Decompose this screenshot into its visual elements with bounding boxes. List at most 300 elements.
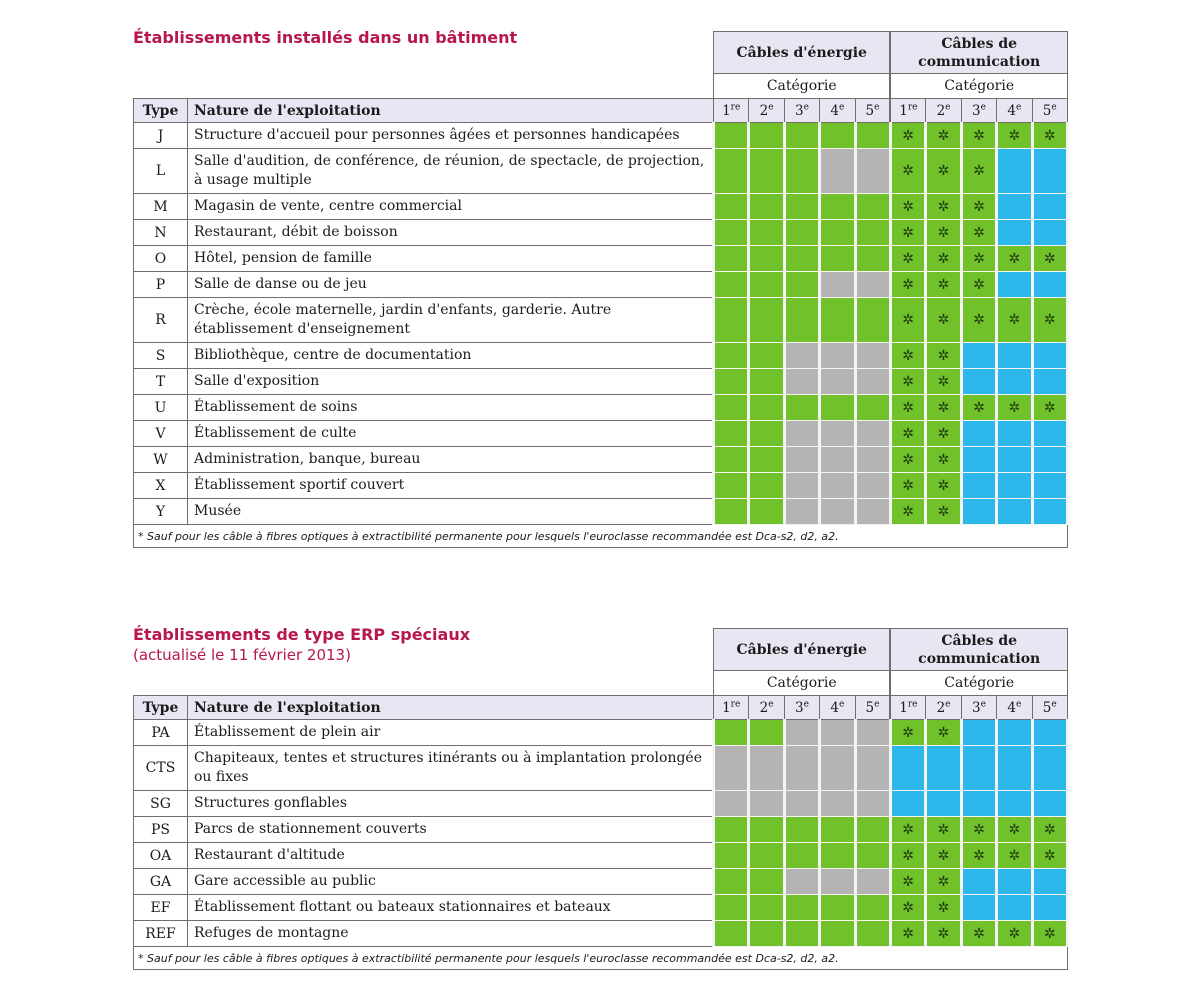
star-cell: ✲ — [890, 123, 925, 149]
category-column-header: 3e — [961, 696, 996, 720]
grey-cell — [820, 272, 855, 298]
star-cell: ✲ — [926, 246, 961, 272]
green-cell — [820, 817, 855, 843]
star-cell: ✲ — [926, 843, 961, 869]
grey-cell — [784, 499, 819, 525]
category-column-header: 5e — [1032, 696, 1067, 720]
nature-text: Gare accessible au public — [188, 869, 714, 895]
grey-cell — [749, 791, 784, 817]
star-cell: ✲ — [890, 194, 925, 220]
grey-cell — [714, 791, 749, 817]
grey-cell — [855, 473, 890, 499]
energy-cables-header: Câbles d'énergie — [714, 32, 891, 74]
blue-cell — [961, 869, 996, 895]
grey-cell — [784, 447, 819, 473]
blue-cell — [997, 220, 1032, 246]
type-code: PA — [134, 720, 188, 746]
table-row — [134, 895, 1068, 921]
green-cell — [749, 149, 784, 194]
star-cell: ✲ — [997, 298, 1032, 343]
green-cell — [855, 921, 890, 947]
type-code: L — [134, 149, 188, 194]
green-cell — [855, 843, 890, 869]
table-row — [134, 746, 1068, 791]
category-label: Catégorie — [890, 74, 1067, 99]
nature-text: Restaurant, débit de boisson — [188, 220, 714, 246]
star-cell: ✲ — [1032, 246, 1067, 272]
grey-cell — [855, 369, 890, 395]
star-cell: ✲ — [926, 395, 961, 421]
grey-cell — [820, 473, 855, 499]
star-cell: ✲ — [961, 149, 996, 194]
green-cell — [784, 895, 819, 921]
category-column-header: 1re — [714, 696, 749, 720]
star-cell: ✲ — [890, 499, 925, 525]
nature-text: Salle d'exposition — [188, 369, 714, 395]
section-subtitle: (actualisé le 11 février 2013) — [133, 646, 351, 664]
star-cell: ✲ — [890, 817, 925, 843]
green-cell — [749, 246, 784, 272]
green-cell — [714, 473, 749, 499]
green-cell — [714, 421, 749, 447]
blue-cell — [997, 447, 1032, 473]
grey-cell — [855, 447, 890, 473]
green-cell — [749, 369, 784, 395]
grey-cell — [714, 746, 749, 791]
type-column-header: Type — [134, 99, 188, 123]
nature-text: Bibliothèque, centre de documentation — [188, 343, 714, 369]
grey-cell — [784, 869, 819, 895]
grey-cell — [820, 369, 855, 395]
star-cell: ✲ — [961, 194, 996, 220]
green-cell — [784, 272, 819, 298]
star-cell: ✲ — [926, 817, 961, 843]
grey-cell — [784, 421, 819, 447]
table-row — [134, 499, 1068, 525]
green-cell — [714, 720, 749, 746]
type-code: REF — [134, 921, 188, 947]
type-code: U — [134, 395, 188, 421]
star-cell: ✲ — [961, 272, 996, 298]
blue-cell — [997, 720, 1032, 746]
blue-cell — [1032, 473, 1067, 499]
table-row — [134, 194, 1068, 220]
blue-cell — [997, 421, 1032, 447]
star-cell: ✲ — [926, 499, 961, 525]
green-cell — [820, 194, 855, 220]
green-cell — [749, 298, 784, 343]
star-cell: ✲ — [926, 149, 961, 194]
green-cell — [784, 843, 819, 869]
blue-cell — [890, 746, 925, 791]
grey-cell — [820, 149, 855, 194]
nature-text: Établissement sportif couvert — [188, 473, 714, 499]
grey-cell — [820, 791, 855, 817]
grey-cell — [820, 421, 855, 447]
table-row — [134, 720, 1068, 746]
category-column-header: 3e — [784, 99, 819, 123]
green-cell — [820, 921, 855, 947]
grey-cell — [855, 720, 890, 746]
star-cell: ✲ — [890, 298, 925, 343]
table-row — [134, 220, 1068, 246]
green-cell — [855, 817, 890, 843]
nature-text: Salle d'audition, de conférence, de réunion, de spectacle, de projection, à usage multiple — [188, 149, 714, 194]
blue-cell — [1032, 869, 1067, 895]
nature-text: Chapiteaux, tentes et structures itinérants ou à implantation prolongée ou fixes — [188, 746, 714, 791]
blue-cell — [997, 746, 1032, 791]
grey-cell — [855, 499, 890, 525]
green-cell — [749, 843, 784, 869]
table-row — [134, 123, 1068, 149]
green-cell — [855, 220, 890, 246]
blue-cell — [961, 791, 996, 817]
grey-cell — [820, 869, 855, 895]
green-cell — [855, 194, 890, 220]
type-code: J — [134, 123, 188, 149]
category-column-header: 2e — [749, 99, 784, 123]
nature-text: Établissement de culte — [188, 421, 714, 447]
star-cell: ✲ — [926, 869, 961, 895]
type-code: M — [134, 194, 188, 220]
type-column-header: Type — [134, 696, 188, 720]
category-column-header: 4e — [820, 99, 855, 123]
star-cell: ✲ — [926, 720, 961, 746]
grey-cell — [820, 720, 855, 746]
nature-column-header: Nature de l'exploitation — [188, 99, 714, 123]
cable-table — [133, 628, 1069, 970]
green-cell — [784, 149, 819, 194]
green-cell — [749, 473, 784, 499]
category-column-header: 2e — [926, 696, 961, 720]
blue-cell — [997, 149, 1032, 194]
green-cell — [714, 272, 749, 298]
blue-cell — [961, 746, 996, 791]
category-column-header: 2e — [749, 696, 784, 720]
green-cell — [714, 395, 749, 421]
star-cell: ✲ — [1032, 843, 1067, 869]
blue-cell — [961, 473, 996, 499]
blue-cell — [890, 791, 925, 817]
blue-cell — [997, 499, 1032, 525]
green-cell — [784, 921, 819, 947]
category-column-header: 1re — [714, 99, 749, 123]
blue-cell — [1032, 720, 1067, 746]
star-cell: ✲ — [926, 194, 961, 220]
star-cell: ✲ — [961, 298, 996, 343]
type-code: N — [134, 220, 188, 246]
green-cell — [714, 499, 749, 525]
table-row — [134, 246, 1068, 272]
blue-cell — [961, 447, 996, 473]
star-cell: ✲ — [890, 895, 925, 921]
green-cell — [714, 895, 749, 921]
green-cell — [714, 194, 749, 220]
star-cell: ✲ — [926, 123, 961, 149]
type-code: O — [134, 246, 188, 272]
grey-cell — [784, 746, 819, 791]
blue-cell — [1032, 499, 1067, 525]
green-cell — [749, 123, 784, 149]
category-column-header: 5e — [1032, 99, 1067, 123]
star-cell: ✲ — [1032, 298, 1067, 343]
grey-cell — [820, 499, 855, 525]
type-code: R — [134, 298, 188, 343]
grey-cell — [784, 369, 819, 395]
nature-text: Musée — [188, 499, 714, 525]
grey-cell — [784, 473, 819, 499]
category-column-header: 4e — [997, 99, 1032, 123]
table-row — [134, 817, 1068, 843]
category-label: Catégorie — [714, 74, 891, 99]
type-code: S — [134, 343, 188, 369]
star-cell: ✲ — [890, 843, 925, 869]
table-row — [134, 149, 1068, 194]
header-spacer — [134, 629, 714, 696]
grey-cell — [855, 343, 890, 369]
nature-text: Administration, banque, bureau — [188, 447, 714, 473]
blue-cell — [961, 421, 996, 447]
green-cell — [714, 369, 749, 395]
green-cell — [784, 817, 819, 843]
table-row — [134, 272, 1068, 298]
green-cell — [784, 194, 819, 220]
nature-text: Salle de danse ou de jeu — [188, 272, 714, 298]
nature-text: Hôtel, pension de famille — [188, 246, 714, 272]
type-code: EF — [134, 895, 188, 921]
category-column-header: 3e — [961, 99, 996, 123]
header-spacer — [134, 32, 714, 99]
grey-cell — [855, 421, 890, 447]
grey-cell — [855, 272, 890, 298]
table-row — [134, 395, 1068, 421]
green-cell — [714, 447, 749, 473]
table-row — [134, 843, 1068, 869]
green-cell — [820, 895, 855, 921]
star-cell: ✲ — [890, 272, 925, 298]
green-cell — [714, 843, 749, 869]
star-cell: ✲ — [890, 447, 925, 473]
blue-cell — [997, 343, 1032, 369]
star-cell: ✲ — [997, 395, 1032, 421]
blue-cell — [1032, 149, 1067, 194]
category-column-header: 3e — [784, 696, 819, 720]
green-cell — [714, 343, 749, 369]
star-cell: ✲ — [890, 246, 925, 272]
type-code: W — [134, 447, 188, 473]
nature-text: Structures gonflables — [188, 791, 714, 817]
type-code: X — [134, 473, 188, 499]
green-cell — [784, 395, 819, 421]
blue-cell — [997, 791, 1032, 817]
star-cell: ✲ — [997, 246, 1032, 272]
table-row — [134, 421, 1068, 447]
green-cell — [749, 499, 784, 525]
category-column-header: 4e — [820, 696, 855, 720]
grey-cell — [784, 720, 819, 746]
green-cell — [749, 343, 784, 369]
nature-text: Refuges de montagne — [188, 921, 714, 947]
communication-cables-header: Câbles de communication — [890, 32, 1067, 74]
star-cell: ✲ — [890, 220, 925, 246]
green-cell — [784, 246, 819, 272]
blue-cell — [997, 369, 1032, 395]
green-cell — [749, 395, 784, 421]
green-cell — [714, 220, 749, 246]
star-cell: ✲ — [926, 421, 961, 447]
blue-cell — [926, 791, 961, 817]
green-cell — [714, 298, 749, 343]
green-cell — [820, 298, 855, 343]
star-cell: ✲ — [1032, 921, 1067, 947]
blue-cell — [1032, 421, 1067, 447]
blue-cell — [1032, 791, 1067, 817]
blue-cell — [997, 869, 1032, 895]
green-cell — [784, 220, 819, 246]
nature-column-header: Nature de l'exploitation — [188, 696, 714, 720]
grey-cell — [784, 791, 819, 817]
green-cell — [749, 447, 784, 473]
type-code: Y — [134, 499, 188, 525]
star-cell: ✲ — [926, 447, 961, 473]
grey-cell — [855, 746, 890, 791]
green-cell — [820, 123, 855, 149]
star-cell: ✲ — [961, 817, 996, 843]
table-row — [134, 298, 1068, 343]
star-cell: ✲ — [961, 246, 996, 272]
green-cell — [820, 220, 855, 246]
green-cell — [820, 843, 855, 869]
table-row — [134, 921, 1068, 947]
grey-cell — [820, 447, 855, 473]
star-cell: ✲ — [926, 272, 961, 298]
green-cell — [714, 869, 749, 895]
star-cell: ✲ — [926, 895, 961, 921]
star-cell: ✲ — [997, 817, 1032, 843]
grey-cell — [784, 343, 819, 369]
type-code: P — [134, 272, 188, 298]
star-cell: ✲ — [890, 473, 925, 499]
green-cell — [714, 149, 749, 194]
nature-text: Restaurant d'altitude — [188, 843, 714, 869]
grey-cell — [855, 791, 890, 817]
star-cell: ✲ — [1032, 395, 1067, 421]
category-column-header: 4e — [997, 696, 1032, 720]
green-cell — [749, 220, 784, 246]
green-cell — [855, 895, 890, 921]
green-cell — [714, 817, 749, 843]
footnote: * Sauf pour les câble à fibres optiques à extractibilité permanente pour lesquels l'euroclasse recommandée est Dca-s2, d2, a2. — [134, 947, 1068, 970]
category-label: Catégorie — [714, 671, 891, 696]
type-code: SG — [134, 791, 188, 817]
star-cell: ✲ — [961, 395, 996, 421]
blue-cell — [961, 369, 996, 395]
category-column-header: 1re — [890, 696, 925, 720]
star-cell: ✲ — [890, 869, 925, 895]
nature-text: Établissement flottant ou bateaux stationnaires et bateaux — [188, 895, 714, 921]
green-cell — [855, 246, 890, 272]
blue-cell — [1032, 369, 1067, 395]
star-cell: ✲ — [961, 921, 996, 947]
nature-text: Parcs de stationnement couverts — [188, 817, 714, 843]
star-cell: ✲ — [926, 220, 961, 246]
star-cell: ✲ — [997, 123, 1032, 149]
type-code: GA — [134, 869, 188, 895]
type-code: PS — [134, 817, 188, 843]
category-label: Catégorie — [890, 671, 1067, 696]
table-row — [134, 447, 1068, 473]
green-cell — [749, 272, 784, 298]
table-row — [134, 473, 1068, 499]
type-code: V — [134, 421, 188, 447]
category-column-header: 5e — [855, 696, 890, 720]
blue-cell — [961, 895, 996, 921]
category-column-header: 1re — [890, 99, 925, 123]
cable-table — [133, 31, 1069, 548]
footnote: * Sauf pour les câble à fibres optiques à extractibilité permanente pour lesquels l'euroclasse recommandée est Dca-s2, d2, a2. — [134, 525, 1068, 548]
blue-cell — [1032, 220, 1067, 246]
blue-cell — [1032, 447, 1067, 473]
blue-cell — [997, 473, 1032, 499]
star-cell: ✲ — [890, 343, 925, 369]
blue-cell — [997, 194, 1032, 220]
grey-cell — [820, 343, 855, 369]
star-cell: ✲ — [997, 921, 1032, 947]
nature-text: Établissement de soins — [188, 395, 714, 421]
type-code: T — [134, 369, 188, 395]
table-row — [134, 791, 1068, 817]
green-cell — [714, 921, 749, 947]
nature-text: Crèche, école maternelle, jardin d'enfants, garderie. Autre établissement d'enseignement — [188, 298, 714, 343]
star-cell: ✲ — [890, 421, 925, 447]
star-cell: ✲ — [890, 369, 925, 395]
green-cell — [855, 395, 890, 421]
nature-text: Établissement de plein air — [188, 720, 714, 746]
green-cell — [714, 123, 749, 149]
table-row — [134, 343, 1068, 369]
star-cell: ✲ — [926, 921, 961, 947]
nature-text: Magasin de vente, centre commercial — [188, 194, 714, 220]
green-cell — [749, 194, 784, 220]
blue-cell — [997, 895, 1032, 921]
star-cell: ✲ — [890, 395, 925, 421]
green-cell — [855, 123, 890, 149]
grey-cell — [749, 746, 784, 791]
green-cell — [784, 298, 819, 343]
star-cell: ✲ — [926, 298, 961, 343]
nature-text: Structure d'accueil pour personnes âgées et personnes handicapées — [188, 123, 714, 149]
star-cell: ✲ — [1032, 123, 1067, 149]
green-cell — [749, 895, 784, 921]
star-cell: ✲ — [926, 473, 961, 499]
blue-cell — [926, 746, 961, 791]
grey-cell — [820, 746, 855, 791]
category-column-header: 2e — [926, 99, 961, 123]
grey-cell — [855, 869, 890, 895]
blue-cell — [961, 343, 996, 369]
green-cell — [784, 123, 819, 149]
blue-cell — [1032, 343, 1067, 369]
blue-cell — [1032, 746, 1067, 791]
green-cell — [749, 421, 784, 447]
star-cell: ✲ — [961, 843, 996, 869]
blue-cell — [1032, 272, 1067, 298]
star-cell: ✲ — [961, 123, 996, 149]
type-code: CTS — [134, 746, 188, 791]
star-cell: ✲ — [890, 149, 925, 194]
green-cell — [749, 921, 784, 947]
grey-cell — [855, 149, 890, 194]
